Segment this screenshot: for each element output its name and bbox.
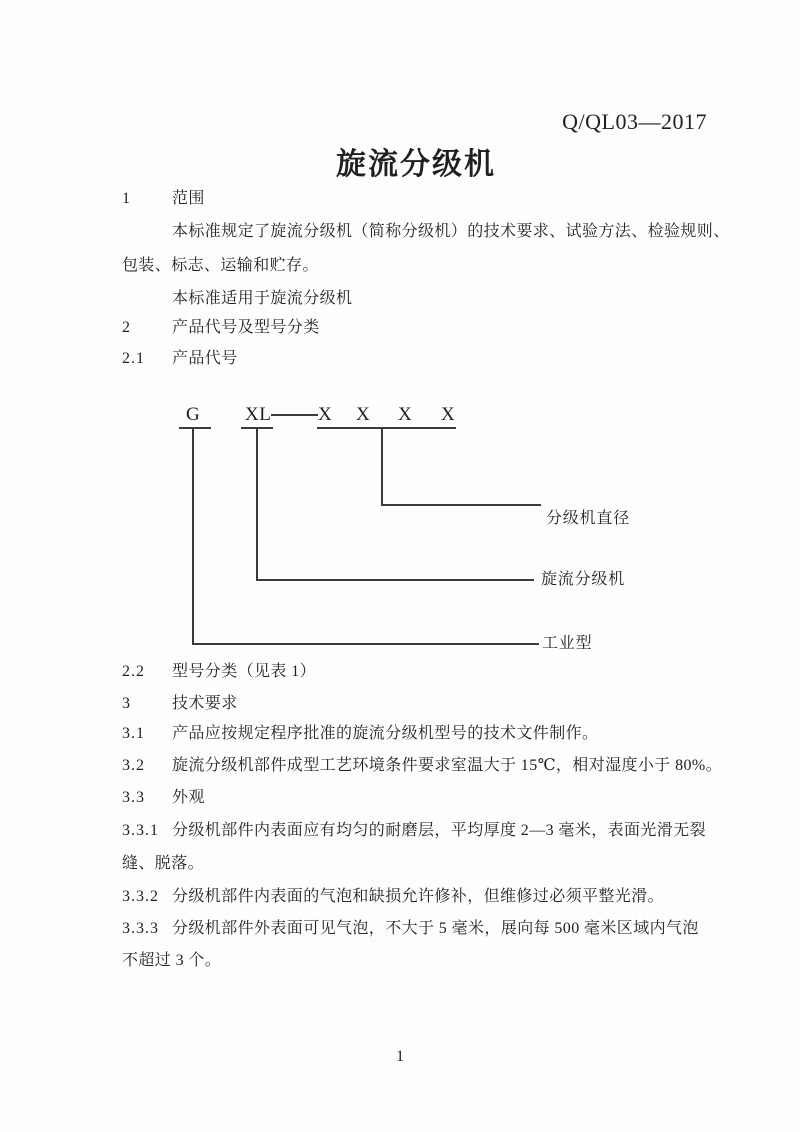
clause-number: 3.3.2 xyxy=(122,888,159,905)
clause-number: 3.3.3 xyxy=(122,920,159,937)
clause-title: 产品代号及型号分类 xyxy=(172,319,320,336)
clause-number: 3.1 xyxy=(122,725,145,742)
clause-1-heading xyxy=(122,188,205,210)
standard-code: Q/QL03—2017 xyxy=(562,109,707,134)
connector-xl-to-x xyxy=(271,414,318,416)
clause-3-1 xyxy=(122,723,598,745)
clause-title: 型号分类（见表 1） xyxy=(172,663,317,680)
code-letter-xl: XL xyxy=(245,404,272,425)
document-title: 旋流分级机 xyxy=(336,148,496,181)
clause-title: 外观 xyxy=(172,789,205,806)
clause-3-heading xyxy=(122,693,238,715)
clause-text: 分级机部件内表面的气泡和缺损允许修补，但维修过必须平整光滑。 xyxy=(172,888,665,905)
clause-2-1-heading xyxy=(122,348,238,370)
clause-text: 分级机部件外表面可见气泡，不大于 5 毫米，展向每 500 毫米区域内气泡 xyxy=(172,920,699,937)
page-number: 1 xyxy=(396,1048,404,1065)
clause-number: 2.2 xyxy=(122,663,145,680)
scope-paragraph-2: 本标准适用于旋流分级机 xyxy=(172,290,353,307)
clause-number: 3.3.1 xyxy=(122,822,159,839)
underline-g xyxy=(179,427,211,429)
code-letter-x2: X xyxy=(356,404,371,425)
clause-title: 范围 xyxy=(172,190,205,207)
code-letter-x4: X xyxy=(441,404,456,425)
clause-3-2 xyxy=(122,755,722,777)
code-letter-x3: X xyxy=(398,404,413,425)
diagram-label-diameter: 分级机直径 xyxy=(546,510,631,527)
clause-title: 产品代号 xyxy=(172,350,238,367)
branch-line-industrial-vertical xyxy=(192,427,194,644)
clause-number: 3.2 xyxy=(122,757,145,774)
code-letter-x1: X xyxy=(318,404,333,425)
clause-3-3-1-line-2: 缝、脱落。 xyxy=(122,855,205,872)
diagram-label-industrial-type: 工业型 xyxy=(542,635,593,652)
scope-paragraph-line-1: 本标准规定了旋流分级机（简称分级机）的技术要求、试验方法、检验规则、 xyxy=(172,223,730,240)
underline-xxxx xyxy=(317,427,456,429)
clause-text: 产品应按规定程序批准的旋流分级机型号的技术文件制作。 xyxy=(172,725,599,742)
diagram-label-classifier: 旋流分级机 xyxy=(541,571,626,588)
clause-number: 2 xyxy=(122,319,131,336)
scope-paragraph-line-2: 包装、标志、运输和贮存。 xyxy=(122,257,319,274)
clause-3-3-heading xyxy=(122,787,205,809)
clause-text: 分级机部件内表面应有均匀的耐磨层，平均厚度 2—3 毫米，表面光滑无裂 xyxy=(172,822,707,839)
clause-2-2-heading xyxy=(122,661,316,683)
clause-3-3-3-line-1 xyxy=(122,918,699,940)
clause-number: 3 xyxy=(122,695,131,712)
code-letter-g: G xyxy=(186,404,201,425)
branch-line-industrial-horizontal xyxy=(192,643,539,645)
clause-number: 1 xyxy=(122,190,131,207)
branch-line-diameter-horizontal xyxy=(381,504,541,506)
branch-line-diameter-vertical xyxy=(381,427,383,506)
clause-3-3-3-line-2: 不超过 3 个。 xyxy=(122,952,222,969)
clause-number: 3.3 xyxy=(122,789,145,806)
clause-3-3-2 xyxy=(122,886,664,908)
branch-line-classifier-horizontal xyxy=(256,579,534,581)
clause-title: 技术要求 xyxy=(172,695,238,712)
clause-number: 2.1 xyxy=(122,350,145,367)
clause-2-heading xyxy=(122,317,320,339)
clause-3-3-1-line-1 xyxy=(122,820,706,842)
branch-line-classifier-vertical xyxy=(256,427,258,581)
clause-text: 旋流分级机部件成型工艺环境条件要求室温大于 15℃，相对湿度小于 80%。 xyxy=(172,757,723,774)
